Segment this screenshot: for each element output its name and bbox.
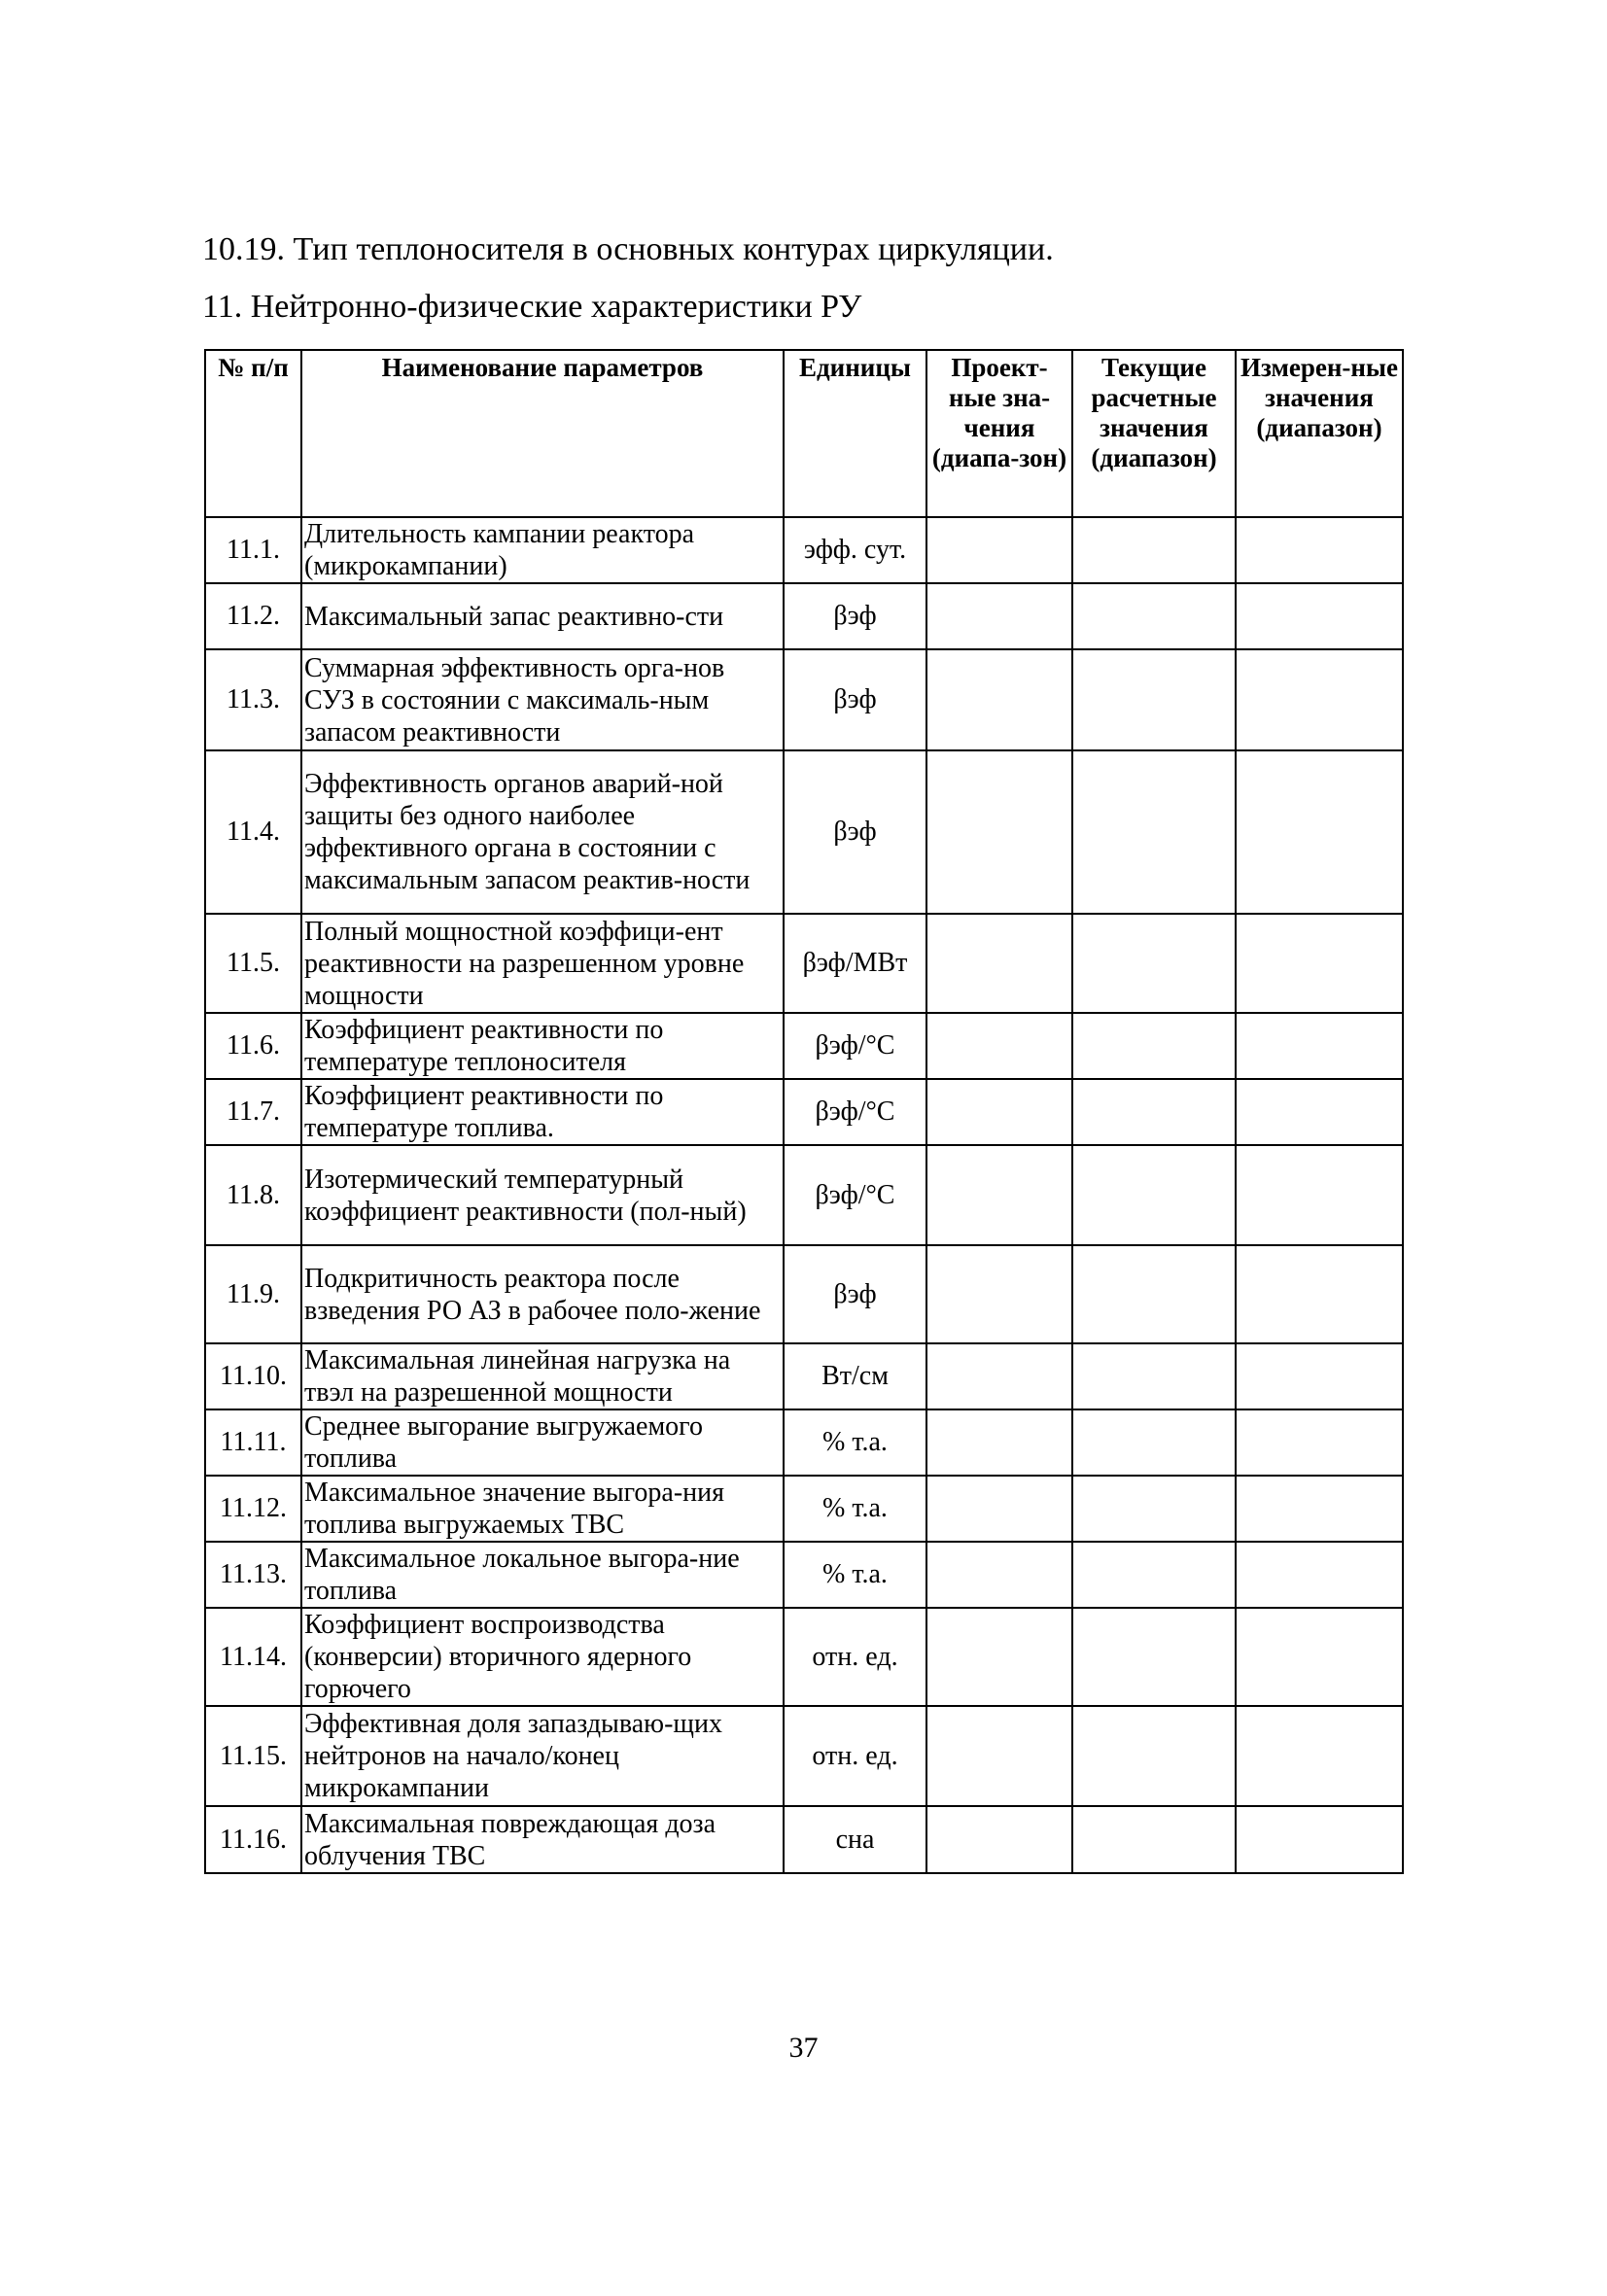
parameter-name: Коэффициент реактивности по температуре топлива.	[301, 1079, 784, 1145]
column-header-name: Наименование параметров	[301, 350, 784, 517]
measured-value-cell	[1236, 1245, 1403, 1343]
project-value-cell	[926, 1706, 1072, 1806]
parameter-unit: отн. ед.	[784, 1608, 926, 1706]
project-value-cell	[926, 517, 1072, 583]
parameter-unit: βэф	[784, 1245, 926, 1343]
current-value-cell	[1072, 517, 1236, 583]
row-number: 11.4.	[205, 750, 301, 914]
parameter-name: Максимальное значение выгора-ния топлива выгружаемых ТВС	[301, 1476, 784, 1542]
project-value-cell	[926, 1806, 1072, 1873]
parameters-table	[204, 349, 1404, 1874]
row-number: 11.8.	[205, 1145, 301, 1245]
table-row	[205, 1079, 1403, 1145]
row-number: 11.3.	[205, 649, 301, 750]
parameter-unit: Вт/см	[784, 1343, 926, 1409]
measured-value-cell	[1236, 1079, 1403, 1145]
table-row	[205, 649, 1403, 750]
project-value-cell	[926, 1343, 1072, 1409]
parameter-unit: βэф	[784, 583, 926, 649]
current-value-cell	[1072, 1245, 1236, 1343]
parameter-unit: эфф. сут.	[784, 517, 926, 583]
current-value-cell	[1072, 1079, 1236, 1145]
project-value-cell	[926, 1079, 1072, 1145]
parameter-name: Длительность кампании реактора (микрокампании)	[301, 517, 784, 583]
row-number: 11.11.	[205, 1409, 301, 1476]
section-heading-11: 11. Нейтронно-физические характеристики РУ	[202, 289, 862, 325]
current-value-cell	[1072, 1608, 1236, 1706]
parameter-name: Максимальная повреждающая доза облучения ТВС	[301, 1806, 784, 1873]
parameter-unit: % т.а.	[784, 1542, 926, 1608]
measured-value-cell	[1236, 1542, 1403, 1608]
parameter-name: Изотермический температурный коэффициент реактивности (пол-ный)	[301, 1145, 784, 1245]
current-value-cell	[1072, 1343, 1236, 1409]
project-value-cell	[926, 750, 1072, 914]
measured-value-cell	[1236, 1343, 1403, 1409]
table-row	[205, 750, 1403, 914]
measured-value-cell	[1236, 1806, 1403, 1873]
parameter-name: Коэффициент воспроизводства (конверсии) вторичного ядерного горючего	[301, 1608, 784, 1706]
column-header-current-values: Текущие расчетные значения (диапазон)	[1072, 350, 1236, 517]
table-row	[205, 1245, 1403, 1343]
row-number: 11.9.	[205, 1245, 301, 1343]
parameter-unit: βэф/°С	[784, 1079, 926, 1145]
parameter-unit: отн. ед.	[784, 1706, 926, 1806]
parameter-name: Максимальное локальное выгора-ние топлива	[301, 1542, 784, 1608]
row-number: 11.5.	[205, 914, 301, 1013]
project-value-cell	[926, 1245, 1072, 1343]
measured-value-cell	[1236, 1013, 1403, 1079]
parameter-unit: βэф/МВт	[784, 914, 926, 1013]
table-body	[205, 517, 1403, 1873]
measured-value-cell	[1236, 1476, 1403, 1542]
current-value-cell	[1072, 1806, 1236, 1873]
current-value-cell	[1072, 914, 1236, 1013]
row-number: 11.10.	[205, 1343, 301, 1409]
parameter-name: Максимальная линейная нагрузка на твэл на разрешенной мощности	[301, 1343, 784, 1409]
project-value-cell	[926, 1409, 1072, 1476]
table-row	[205, 1608, 1403, 1706]
table-row	[205, 914, 1403, 1013]
row-number: 11.1.	[205, 517, 301, 583]
parameter-unit: βэф/°С	[784, 1013, 926, 1079]
current-value-cell	[1072, 1476, 1236, 1542]
measured-value-cell	[1236, 1145, 1403, 1245]
measured-value-cell	[1236, 1409, 1403, 1476]
current-value-cell	[1072, 1542, 1236, 1608]
measured-value-cell	[1236, 750, 1403, 914]
project-value-cell	[926, 1476, 1072, 1542]
row-number: 11.6.	[205, 1013, 301, 1079]
table-header-row	[205, 350, 1403, 517]
parameter-unit: βэф	[784, 750, 926, 914]
table-row	[205, 1542, 1403, 1608]
parameter-name: Суммарная эффективность орга-нов СУЗ в состоянии с максималь-ным запасом реактивности	[301, 649, 784, 750]
parameter-unit: βэф	[784, 649, 926, 750]
column-header-measured-values: Измерен-ные значения (диапазон)	[1236, 350, 1403, 517]
table-row	[205, 583, 1403, 649]
table-row	[205, 1706, 1403, 1806]
parameter-name: Максимальный запас реактивно-сти	[301, 583, 784, 649]
current-value-cell	[1072, 1145, 1236, 1245]
measured-value-cell	[1236, 517, 1403, 583]
page-number: 37	[788, 2032, 819, 2064]
parameter-unit: βэф/°С	[784, 1145, 926, 1245]
project-value-cell	[926, 914, 1072, 1013]
parameter-name: Эффективная доля запаздываю-щих нейтронов на начало/конец микрокампании	[301, 1706, 784, 1806]
table-row	[205, 1343, 1403, 1409]
project-value-cell	[926, 583, 1072, 649]
project-value-cell	[926, 1608, 1072, 1706]
row-number: 11.14.	[205, 1608, 301, 1706]
parameter-name: Подкритичность реактора после взведения РО АЗ в рабочее поло-жение	[301, 1245, 784, 1343]
current-value-cell	[1072, 1013, 1236, 1079]
row-number: 11.7.	[205, 1079, 301, 1145]
parameter-unit: % т.а.	[784, 1476, 926, 1542]
parameter-name: Полный мощностной коэффици-ент реактивности на разрешенном уровне мощности	[301, 914, 784, 1013]
row-number: 11.16.	[205, 1806, 301, 1873]
section-heading-10-19: 10.19. Тип теплоносителя в основных контурах циркуляции.	[202, 231, 1054, 267]
project-value-cell	[926, 1542, 1072, 1608]
measured-value-cell	[1236, 1706, 1403, 1806]
measured-value-cell	[1236, 583, 1403, 649]
parameter-name: Коэффициент реактивности по температуре теплоносителя	[301, 1013, 784, 1079]
measured-value-cell	[1236, 649, 1403, 750]
parameter-unit: сна	[784, 1806, 926, 1873]
row-number: 11.15.	[205, 1706, 301, 1806]
parameter-unit: % т.а.	[784, 1409, 926, 1476]
table-row	[205, 517, 1403, 583]
table-row	[205, 1145, 1403, 1245]
table-row	[205, 1476, 1403, 1542]
row-number: 11.12.	[205, 1476, 301, 1542]
column-header-number: № п/п	[205, 350, 301, 517]
column-header-unit: Единицы	[784, 350, 926, 517]
current-value-cell	[1072, 649, 1236, 750]
row-number: 11.2.	[205, 583, 301, 649]
project-value-cell	[926, 1013, 1072, 1079]
measured-value-cell	[1236, 1608, 1403, 1706]
table-row	[205, 1806, 1403, 1873]
project-value-cell	[926, 1145, 1072, 1245]
current-value-cell	[1072, 1706, 1236, 1806]
current-value-cell	[1072, 583, 1236, 649]
table-row	[205, 1013, 1403, 1079]
current-value-cell	[1072, 1409, 1236, 1476]
table-row	[205, 1409, 1403, 1476]
current-value-cell	[1072, 750, 1236, 914]
column-header-project-values: Проект-ные зна-чения (диапа-зон)	[926, 350, 1072, 517]
row-number: 11.13.	[205, 1542, 301, 1608]
project-value-cell	[926, 649, 1072, 750]
measured-value-cell	[1236, 914, 1403, 1013]
parameter-name: Среднее выгорание выгружаемого топлива	[301, 1409, 784, 1476]
parameter-name: Эффективность органов аварий-ной защиты без одного наиболее эффективного органа в состоянии с максимальным запасом реактив-ности	[301, 750, 784, 914]
